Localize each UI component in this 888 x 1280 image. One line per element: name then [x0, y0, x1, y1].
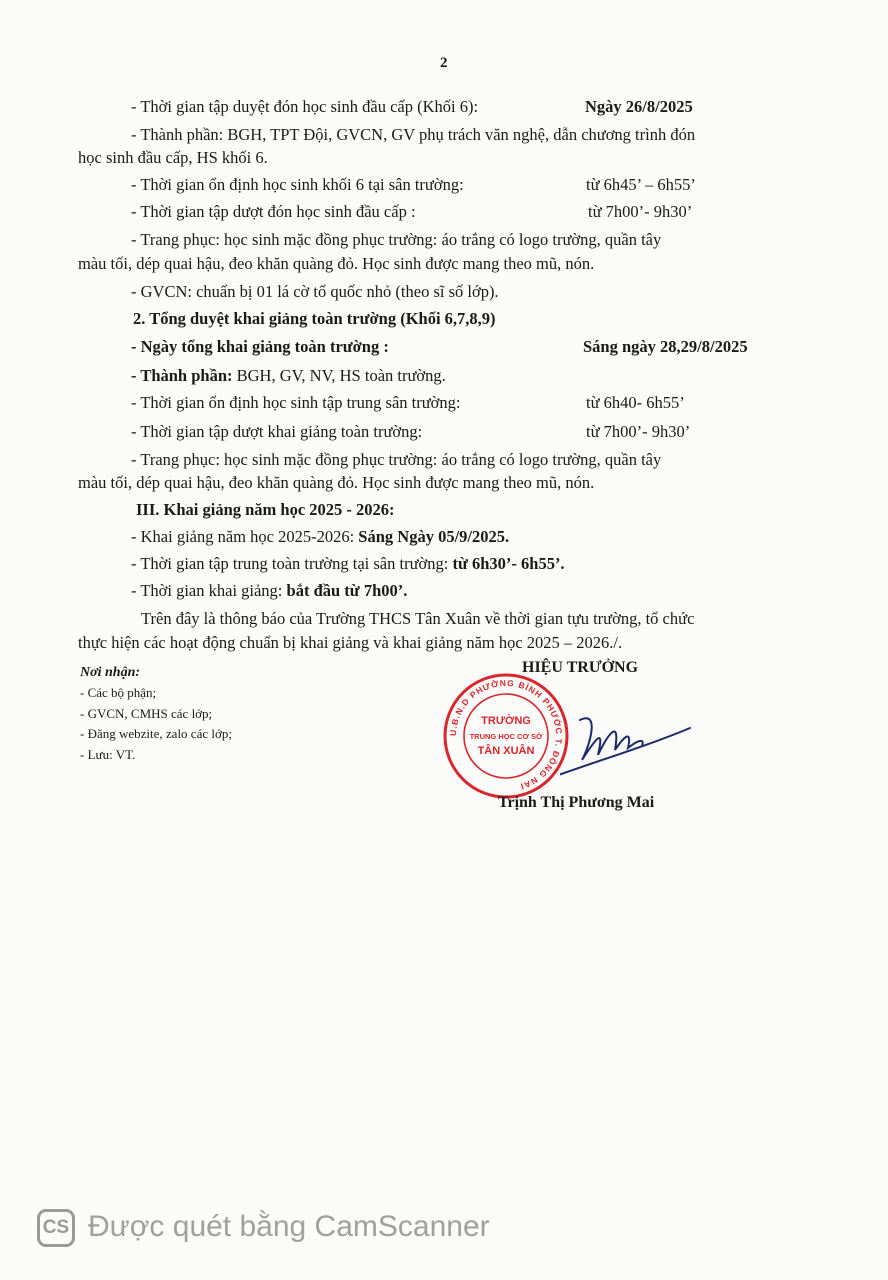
- doc-line: - Thành phần: BGH, TPT Đội, GVCN, GV phụ trách văn nghệ, dẫn chương trình đón: [131, 125, 696, 144]
- doc-line: - Thời gian tập dượt khai giảng toàn trường:: [131, 422, 423, 441]
- doc-line: - Thời gian tập dượt đón học sinh đầu cấp :: [131, 202, 416, 221]
- stamp-line3: TÂN XUÂN: [477, 745, 535, 757]
- doc-line: - Thời gian tập duyệt đón học sinh đầu cấp (Khối 6):: [131, 97, 479, 116]
- doc-line-label: - Thời gian tập trung toàn trường tại sân trường:: [131, 554, 449, 573]
- doc-line-value: Ngày 26/8/2025: [585, 97, 693, 116]
- doc-line: - Thời gian ổn định học sinh khối 6 tại sân trường:: [131, 175, 464, 194]
- recipient-item: - Đăng webzite, zalo các lớp;: [80, 726, 232, 741]
- camscanner-logo-icon: CS: [37, 1209, 75, 1247]
- doc-line-value: từ 6h30’- 6h55’.: [452, 554, 565, 573]
- section-heading: 2. Tổng duyệt khai giảng toàn trường (Khối 6,7,8,9): [133, 309, 496, 328]
- doc-line: - Trang phục: học sinh mặc đồng phục trường: áo trắng có logo trường, quần tây: [131, 450, 662, 469]
- stamp-ring-text: U.B.N.D PHƯỜNG BÌNH PHƯỚC T. ĐỒNG NAI: [447, 677, 565, 792]
- doc-line-label: - Thành phần:: [131, 366, 233, 385]
- section-heading: III. Khai giảng năm học 2025 - 2026:: [136, 500, 395, 519]
- doc-line-label: - Khai giảng năm học 2025-2026:: [131, 527, 355, 546]
- doc-line: - Trang phục: học sinh mặc đồng phục trường: áo trắng có logo trường, quần tây: [131, 230, 662, 249]
- doc-line: thực hiện các hoạt động chuẩn bị khai giảng và khai giảng năm học 2025 – 2026./.: [78, 633, 623, 652]
- doc-line-label: - Thời gian khai giảng:: [131, 581, 283, 600]
- doc-line: màu tối, dép quai hậu, đeo khăn quàng đỏ. Học sinh được mang theo mũ, nón.: [78, 473, 595, 492]
- doc-line-value: BGH, GV, NV, HS toàn trường.: [236, 366, 446, 385]
- doc-line-value: từ 6h45’ – 6h55’: [586, 175, 696, 194]
- doc-line: - Ngày tổng khai giảng toàn trường :: [131, 337, 389, 356]
- doc-line-value: từ 7h00’- 9h30’: [588, 202, 693, 221]
- doc-line: [131, 365, 446, 387]
- page-number: 2: [440, 55, 448, 71]
- doc-line-value: Sáng ngày 28,29/8/2025: [583, 337, 748, 356]
- doc-line: [131, 526, 509, 548]
- doc-line-value: từ 6h40- 6h55’: [586, 393, 685, 412]
- doc-line: màu tối, dép quai hậu, đeo khăn quàng đỏ. Học sinh được mang theo mũ, nón.: [78, 254, 595, 273]
- doc-line-value: Sáng Ngày 05/9/2025.: [358, 527, 510, 546]
- doc-line: - Thời gian ổn định học sinh tập trung sân trường:: [131, 393, 461, 412]
- doc-line: Trên đây là thông báo của Trường THCS Tân Xuân về thời gian tựu trường, tổ chức: [141, 609, 695, 628]
- signer-title: HIỆU TRƯỞNG: [522, 659, 639, 676]
- stamp-line2: TRUNG HỌC CƠ SỞ: [469, 732, 543, 741]
- recipient-item: - GVCN, CMHS các lớp;: [80, 706, 213, 721]
- doc-line-value: từ 7h00’- 9h30’: [586, 422, 691, 441]
- recipients-title: Nơi nhận:: [80, 665, 141, 680]
- handwritten-signature: [560, 700, 710, 800]
- recipient-item: - Các bộ phận;: [80, 685, 157, 700]
- signer-name: Trịnh Thị Phương Mai: [498, 794, 655, 811]
- camscanner-watermark: Được quét bằng CamScanner: [88, 1210, 490, 1243]
- doc-line: - GVCN: chuẩn bị 01 lá cờ tổ quốc nhỏ (theo sĩ số lớp).: [131, 282, 499, 301]
- stamp-line1: TRƯỜNG: [481, 715, 531, 727]
- doc-line: học sinh đầu cấp, HS khối 6.: [78, 148, 268, 167]
- doc-line-value: bắt đầu từ 7h00’.: [286, 581, 408, 600]
- school-stamp: [442, 672, 570, 800]
- doc-line: [131, 553, 565, 575]
- recipient-item: - Lưu: VT.: [80, 747, 136, 762]
- doc-line: [131, 580, 407, 602]
